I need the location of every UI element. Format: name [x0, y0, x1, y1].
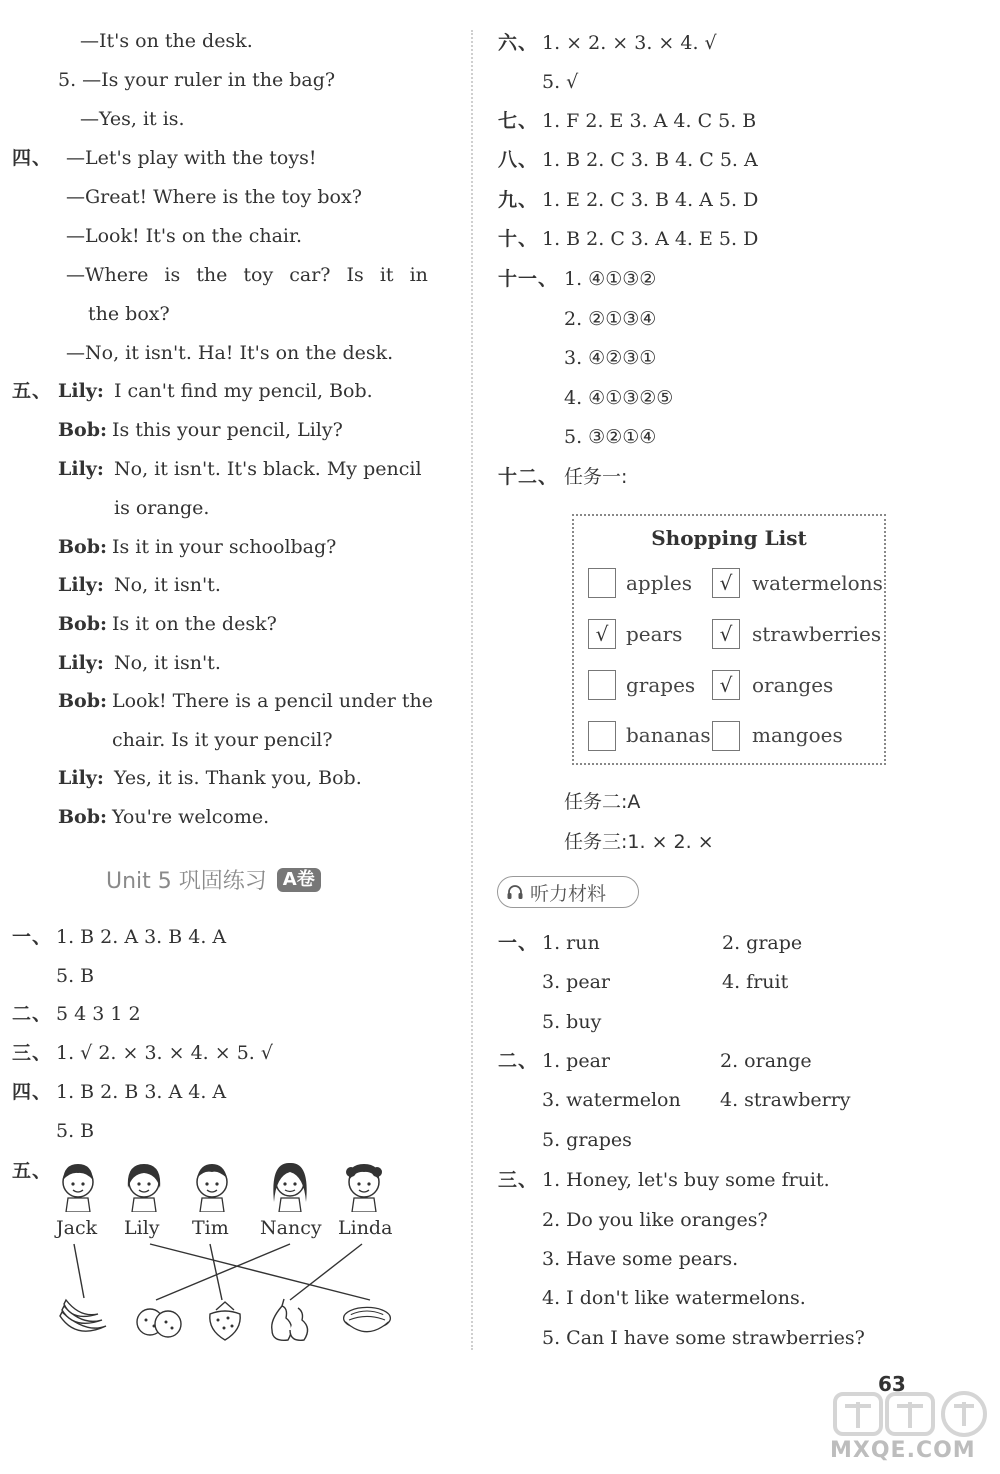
answer-line: 5. B	[56, 965, 95, 987]
answer-line: 1. B 2. B 3. A 4. A	[56, 1081, 227, 1103]
section-number: 一、	[12, 926, 53, 948]
page-number: 63	[878, 1372, 906, 1396]
answer-line: 1. F 2. E 3. A 4. C 5. B	[542, 110, 757, 132]
dialog-line: I can't find my pencil, Bob.	[114, 380, 373, 402]
speaker-label: Bob:	[58, 613, 108, 635]
banana-icon	[56, 1296, 110, 1344]
kid-name-linda: Linda	[338, 1217, 393, 1239]
dialog-line: —Great! Where is the toy box?	[66, 186, 362, 208]
answer-line: 1. × 2. × 3. × 4. √	[542, 32, 717, 54]
listening-header	[497, 876, 639, 908]
speaker-label: Bob:	[58, 806, 108, 828]
answer-line: 5. —Is your ruler in the bag?	[58, 69, 336, 91]
checkbox-watermelons: √	[712, 568, 740, 598]
item-label: pears	[626, 622, 683, 646]
listening-item: 1. run	[542, 932, 600, 954]
speaker-label: Lily:	[58, 767, 104, 789]
dialog-line: Look! There is a pencil under the	[112, 690, 434, 712]
section-number: 三、	[498, 1169, 539, 1191]
shopping-list	[572, 514, 886, 765]
section-number: 四、	[12, 147, 53, 169]
speaker-label: Lily:	[58, 380, 104, 402]
listening-item: 2. Do you like oranges?	[542, 1209, 768, 1231]
listening-item: 4. fruit	[722, 971, 789, 993]
dialog-line: No, it isn't. It's black. My pencil	[114, 458, 422, 480]
dialog-line: Yes, it is. Thank you, Bob.	[114, 767, 362, 789]
orange-icon	[132, 1296, 186, 1344]
section-number: 二、	[12, 1003, 53, 1025]
listening-item: 1. pear	[542, 1050, 610, 1072]
dialog-line: No, it isn't.	[114, 574, 221, 596]
section-number: 三、	[12, 1042, 53, 1064]
checkbox-bananas	[588, 721, 616, 751]
task-label: 任务一:	[564, 466, 628, 488]
dialog-line: Is it on the desk?	[112, 613, 277, 635]
listening-item: 4. I don't like watermelons.	[542, 1287, 806, 1309]
shopping-list-title: Shopping List	[651, 526, 807, 550]
dialog-line: You're welcome.	[112, 806, 270, 828]
dialog-line: the box?	[88, 303, 170, 325]
item-label: strawberries	[752, 622, 882, 646]
answer-line: 5 4 3 1 2	[56, 1003, 141, 1025]
unit-title-text: Unit 5 巩固练习	[106, 869, 267, 894]
dialog-line: —No, it isn't. Ha! It's on the desk.	[66, 342, 394, 364]
item-label: bananas	[626, 723, 711, 747]
checkbox-oranges: √	[712, 670, 740, 700]
section-number: 八、	[498, 149, 539, 171]
kid-name-tim: Tim	[192, 1217, 229, 1239]
speaker-label: Lily:	[58, 652, 104, 674]
unit-badge: A卷	[277, 868, 321, 892]
listening-item: 3. watermelon	[542, 1089, 681, 1111]
section-number: 十一、	[498, 268, 559, 290]
section-number: 六、	[498, 32, 539, 54]
item-label: apples	[626, 571, 693, 595]
watermark-text: MXQE.COM	[830, 1438, 976, 1463]
listening-item: 4. strawberry	[720, 1089, 851, 1111]
section-number: 二、	[498, 1050, 539, 1072]
answer-line: 4. ④①③②⑤	[564, 387, 674, 409]
dialog-line: —Look! It's on the chair.	[66, 225, 303, 247]
dialog-line: —Where is the toy car? Is it in	[66, 264, 428, 286]
watermelon-icon	[340, 1296, 394, 1344]
kid-name-lily: Lily	[124, 1217, 160, 1239]
item-label: oranges	[752, 673, 834, 697]
section-number: 九、	[498, 189, 539, 211]
section-number: 十、	[498, 228, 539, 250]
listening-item: 5. grapes	[542, 1129, 632, 1151]
answer-line: 1. ④①③②	[564, 268, 657, 290]
item-label: mangoes	[752, 723, 843, 747]
checkbox-grapes	[588, 670, 616, 700]
kid-name-jack: Jack	[56, 1217, 98, 1239]
section-number: 七、	[498, 110, 539, 132]
section-number: 五、	[12, 1160, 53, 1182]
item-label: watermelons	[752, 571, 883, 595]
answer-line: 5. ③②①④	[564, 426, 657, 448]
speaker-label: Bob:	[58, 536, 108, 558]
dialog-line: —Let's play with the toys!	[66, 147, 317, 169]
strawberry-icon	[198, 1296, 252, 1344]
section-number: 一、	[498, 932, 539, 954]
section-number: 四、	[12, 1081, 53, 1103]
item-label: grapes	[626, 673, 696, 697]
listening-item: 1. Honey, let's buy some fruit.	[542, 1169, 830, 1191]
answer-line: 1. B 2. C 3. B 4. C 5. A	[542, 149, 758, 171]
listening-item: 2. grape	[722, 932, 803, 954]
answer-line: —It's on the desk.	[80, 30, 253, 52]
dialog-line: Is it in your schoolbag?	[112, 536, 337, 558]
listening-item: 3. Have some pears.	[542, 1248, 739, 1270]
pear-icon	[262, 1296, 316, 1344]
task-answer: 任务二:A	[564, 791, 641, 813]
dialog-line: No, it isn't.	[114, 652, 221, 674]
checkbox-strawberries: √	[712, 619, 740, 649]
speaker-label: Bob:	[58, 419, 108, 441]
listening-item: 2. orange	[720, 1050, 812, 1072]
checkbox-pears: √	[588, 619, 616, 649]
speaker-label: Bob:	[58, 690, 108, 712]
checkbox-mangoes	[712, 721, 740, 751]
answer-line: 1. B 2. A 3. B 4. A	[56, 926, 227, 948]
answer-line: 1. E 2. C 3. B 4. A 5. D	[542, 189, 759, 211]
listening-item: 5. buy	[542, 1011, 602, 1033]
section-number: 十二、	[498, 466, 559, 488]
section-number: 五、	[12, 380, 53, 402]
listening-item: 5. Can I have some strawberries?	[542, 1327, 865, 1349]
kid-name-nancy: Nancy	[260, 1217, 322, 1239]
listening-item: 3. pear	[542, 971, 610, 993]
task-answer: 任务三:1. × 2. ×	[564, 831, 714, 853]
answer-line: 5. √	[542, 71, 579, 93]
answer-line: 1. B 2. C 3. A 4. E 5. D	[542, 228, 759, 250]
answer-line: 1. √ 2. × 3. × 4. × 5. √	[56, 1042, 273, 1064]
answer-line: 5. B	[56, 1120, 95, 1142]
answer-line: 3. ④②③①	[564, 347, 657, 369]
listening-title: 听力材料	[530, 882, 607, 905]
column-divider	[471, 30, 473, 1350]
checkbox-apples	[588, 568, 616, 598]
matching-lines	[0, 0, 470, 1474]
headphones-icon	[506, 883, 524, 901]
dialog-line: chair. Is it your pencil?	[112, 729, 333, 751]
speaker-label: Lily:	[58, 574, 104, 596]
answer-line: 2. ②①③④	[564, 308, 657, 330]
answer-line: —Yes, it is.	[80, 108, 185, 130]
dialog-line: is orange.	[114, 497, 210, 519]
speaker-label: Lily:	[58, 458, 104, 480]
dialog-line: Is this your pencil, Lily?	[112, 419, 343, 441]
